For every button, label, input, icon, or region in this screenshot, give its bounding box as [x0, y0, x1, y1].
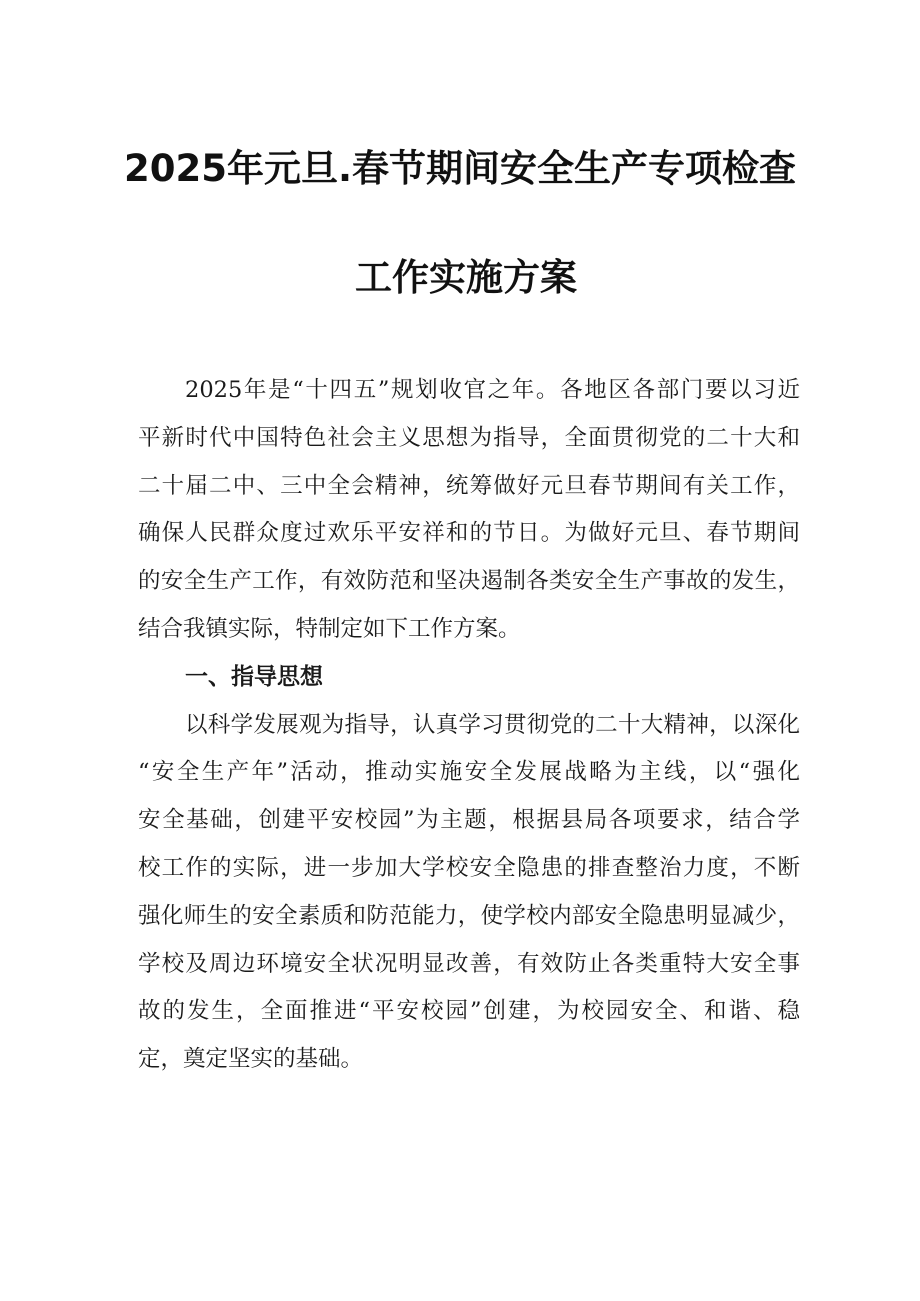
section1-paragraph-line: 以科学发展观为指导，认真学习贯彻党的二十大精神，以深化: [185, 711, 800, 738]
intro-paragraph-line: 的安全生产工作，有效防范和坚决遏制各类安全生产事故的发生，: [138, 568, 800, 595]
document-title-line-1: 2025年元旦.春节期间安全生产专项检查: [123, 147, 797, 190]
intro-paragraph-line: 二十届二中、三中全会精神，统筹做好元旦春节期间有关工作，: [138, 472, 800, 499]
section1-paragraph-line: 故的发生，全面推进“平安校园”创建，为校园安全、和谐、稳: [138, 998, 800, 1025]
document-body: [138, 367, 800, 1084]
section1-paragraph-line: 校工作的实际，进一步加大学校安全隐患的排查整治力度，不断: [138, 854, 800, 881]
intro-paragraph-line: 平新时代中国特色社会主义思想为指导，全面贯彻党的二十大和: [138, 424, 800, 451]
section1-paragraph-line: 定，奠定坚实的基础。: [138, 1046, 364, 1073]
section1-paragraph-line: 安全基础，创建平安校园”为主题，根据县局各项要求，结合学: [138, 807, 800, 834]
section1-paragraph-line: 学校及周边环境安全状况明显改善，有效防止各类重特大安全事: [138, 950, 800, 977]
intro-paragraph-line: 2025年是“十四五”规划收官之年。各地区各部门要以习近: [185, 377, 800, 403]
section-heading-guiding-ideology: 一、指导思想: [185, 663, 323, 690]
intro-paragraph-line: 确保人民群众度过欢乐平安祥和的节日。为做好元旦、春节期间: [138, 520, 800, 547]
section1-paragraph-line: 强化师生的安全素质和防范能力，使学校内部安全隐患明显减少，: [138, 902, 800, 929]
section1-paragraph-line: “安全生产年”活动，推动实施安全发展战略为主线，以“强化: [138, 759, 800, 786]
document-title-line-2: 工作实施方案: [355, 256, 577, 299]
intro-paragraph-line: 结合我镇实际，特制定如下工作方案。: [138, 615, 521, 642]
